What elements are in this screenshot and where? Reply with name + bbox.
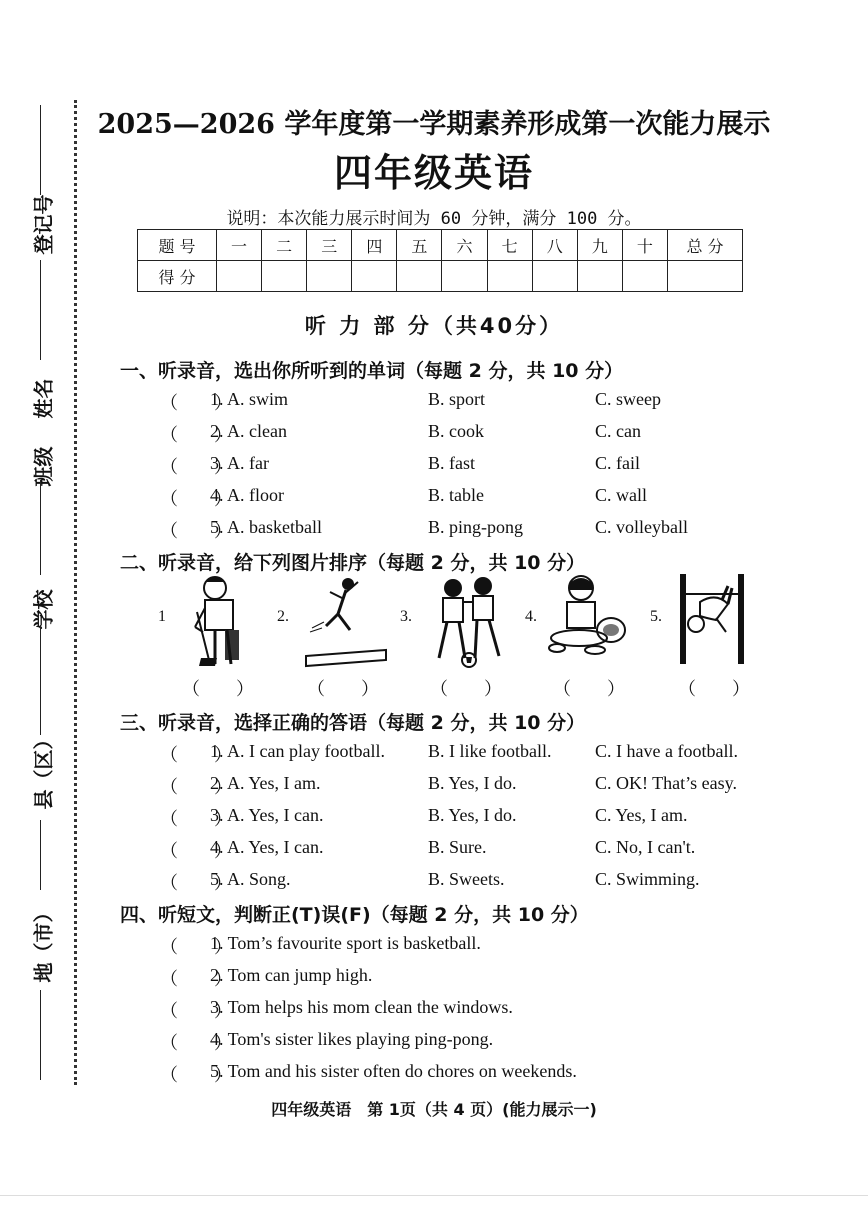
option-b: B. Yes, I do. bbox=[428, 805, 517, 825]
option-a: 2. A. clean bbox=[210, 421, 287, 441]
option-b: B. fast bbox=[428, 453, 475, 473]
answer-blank[interactable]: （ ） bbox=[160, 1001, 232, 1021]
option-c: C. can bbox=[595, 421, 641, 441]
exam-instructions: 说明：本次能力展示时间为 60 分钟，满分 100 分。 bbox=[226, 209, 642, 229]
exam-subject: 四年级英语 bbox=[333, 151, 534, 195]
score-table bbox=[137, 229, 743, 292]
answer-blank[interactable]: （ ） bbox=[160, 1033, 232, 1053]
option-b: B. cook bbox=[428, 421, 484, 441]
answer-blank[interactable]: （ ） bbox=[160, 1065, 232, 1085]
picture-answer-blank[interactable]: （ ） bbox=[182, 679, 254, 699]
option-c: C. sweep bbox=[595, 389, 661, 409]
statement-text: 3. Tom helps his mom clean the windows. bbox=[210, 997, 513, 1017]
option-b: B. ping-pong bbox=[428, 517, 524, 537]
option-b: B. sport bbox=[428, 389, 486, 409]
score-entry[interactable] bbox=[262, 261, 307, 292]
option-c: C. Swimming. bbox=[595, 869, 700, 889]
option-c: C. I have a football. bbox=[595, 741, 738, 761]
option-a: 1. A. I can play football. bbox=[210, 741, 385, 761]
school-blank[interactable] bbox=[40, 625, 55, 735]
picture-number: 4. bbox=[525, 608, 537, 625]
option-b: B. Sweets. bbox=[428, 869, 505, 889]
part4-heading: 四、听短文，判断正(T)误(F)（每题 2 分，共 10 分） bbox=[120, 904, 589, 926]
answer-blank[interactable]: （ ） bbox=[160, 393, 232, 413]
answer-blank[interactable]: （ ） bbox=[160, 809, 232, 829]
option-c: C. fail bbox=[595, 453, 640, 473]
option-a: 4. A. Yes, I can. bbox=[210, 837, 324, 857]
option-b: B. I like football. bbox=[428, 741, 552, 761]
answer-blank[interactable]: （ ） bbox=[160, 777, 232, 797]
score-cell-2: 二 bbox=[262, 230, 307, 261]
page-bottom-divider bbox=[0, 1195, 868, 1196]
score-entry[interactable] bbox=[487, 261, 532, 292]
score-cell-4: 四 bbox=[352, 230, 397, 261]
picture-answer-blank[interactable]: （ ） bbox=[430, 679, 502, 699]
score-table-header-row bbox=[138, 230, 743, 261]
score-entry[interactable] bbox=[577, 261, 622, 292]
option-a: 3. A. far bbox=[210, 453, 269, 473]
answer-blank[interactable]: （ ） bbox=[160, 937, 232, 957]
option-c: C. volleyball bbox=[595, 517, 688, 537]
option-a: 5. A. Song. bbox=[210, 869, 291, 889]
option-a: 1. A. swim bbox=[210, 389, 289, 409]
option-c: C. Yes, I am. bbox=[595, 805, 688, 825]
score-cell-7: 七 bbox=[487, 230, 532, 261]
option-b: B. Sure. bbox=[428, 837, 487, 857]
score-cell-5: 五 bbox=[397, 230, 442, 261]
score-entry[interactable] bbox=[352, 261, 397, 292]
score-cell-9: 九 bbox=[577, 230, 622, 261]
answer-blank[interactable]: （ ） bbox=[160, 489, 232, 509]
answer-blank[interactable]: （ ） bbox=[160, 969, 232, 989]
option-b: B. table bbox=[428, 485, 484, 505]
statement-text: 5. Tom and his sister often do chores on weekends. bbox=[210, 1061, 577, 1081]
school-label: 学校 bbox=[31, 589, 56, 630]
picture-number: 3. bbox=[400, 608, 412, 625]
score-cell-8: 八 bbox=[532, 230, 577, 261]
score-entry-total[interactable] bbox=[668, 261, 743, 292]
registration-number-label: 登记号 bbox=[31, 194, 56, 255]
city-label: 地（市） bbox=[31, 902, 56, 983]
part1-heading: 一、听录音，选出你所听到的单词（每题 2 分，共 10 分） bbox=[120, 360, 624, 382]
picture-answer-blank[interactable]: （ ） bbox=[307, 679, 379, 699]
page-footer: 四年级英语 第 1页（共 4 页）(能力展示一) bbox=[271, 1100, 597, 1119]
score-cell-1: 一 bbox=[217, 230, 262, 261]
picture-number: 1 bbox=[158, 608, 166, 625]
picture-answer-blank[interactable]: （ ） bbox=[553, 679, 625, 699]
football-players-icon bbox=[425, 572, 515, 672]
picture-answer-blank[interactable]: （ ） bbox=[678, 679, 750, 699]
score-entry[interactable] bbox=[442, 261, 487, 292]
score-cell-6: 六 bbox=[442, 230, 487, 261]
option-b: B. Yes, I do. bbox=[428, 773, 517, 793]
score-table-score-row bbox=[138, 261, 743, 292]
answer-blank[interactable]: （ ） bbox=[160, 745, 232, 765]
picture-number: 5. bbox=[650, 608, 662, 625]
washing-dishes-icon bbox=[545, 572, 635, 672]
answer-blank[interactable]: （ ） bbox=[160, 841, 232, 861]
part2-heading: 二、听录音，给下列图片排序（每题 2 分，共 10 分） bbox=[120, 552, 586, 574]
high-jump-icon bbox=[672, 572, 762, 672]
score-cell-label: 题 号 bbox=[138, 230, 217, 261]
answer-blank[interactable]: （ ） bbox=[160, 521, 232, 541]
score-entry[interactable] bbox=[397, 261, 442, 292]
answer-blank[interactable]: （ ） bbox=[160, 457, 232, 477]
picture-number: 2. bbox=[277, 608, 289, 625]
city-blank[interactable] bbox=[40, 990, 55, 1080]
score-cell-total: 总 分 bbox=[668, 230, 743, 261]
sweeping-person-icon bbox=[175, 572, 265, 672]
statement-text: 2. Tom can jump high. bbox=[210, 965, 373, 985]
option-a: 3. A. Yes, I can. bbox=[210, 805, 324, 825]
option-c: C. wall bbox=[595, 485, 647, 505]
statement-text: 1. Tom’s favourite sport is basketball. bbox=[210, 933, 481, 953]
option-c: C. No, I can't. bbox=[595, 837, 696, 857]
score-row-label: 得 分 bbox=[138, 261, 217, 292]
exam-title: 2025—2026 学年度第一学期素养形成第一次能力展示 bbox=[97, 109, 771, 140]
option-a: 2. A. Yes, I am. bbox=[210, 773, 321, 793]
class-blank[interactable] bbox=[40, 480, 55, 575]
listening-section-heading: 听 力 部 分（共40分） bbox=[304, 314, 564, 338]
option-a: 4. A. floor bbox=[210, 485, 284, 505]
score-entry[interactable] bbox=[622, 261, 667, 292]
score-entry[interactable] bbox=[532, 261, 577, 292]
county-label: 县（区） bbox=[31, 729, 56, 810]
long-jump-icon bbox=[300, 572, 390, 672]
option-a: 5. A. basketball bbox=[210, 517, 322, 537]
score-cell-10: 十 bbox=[622, 230, 667, 261]
class-label: 班级 bbox=[31, 446, 56, 487]
answer-blank[interactable]: （ ） bbox=[160, 425, 232, 445]
county-blank[interactable] bbox=[40, 820, 55, 890]
name-label: 姓名 bbox=[31, 378, 56, 419]
score-entry[interactable] bbox=[307, 261, 352, 292]
tear-line bbox=[74, 100, 77, 1085]
score-entry[interactable] bbox=[217, 261, 262, 292]
part3-heading: 三、听录音，选择正确的答语（每题 2 分，共 10 分） bbox=[120, 712, 586, 734]
statement-text: 4. Tom's sister likes playing ping-pong. bbox=[210, 1029, 494, 1049]
answer-blank[interactable]: （ ） bbox=[160, 873, 232, 893]
option-c: C. OK! That’s easy. bbox=[595, 773, 737, 793]
score-cell-3: 三 bbox=[307, 230, 352, 261]
